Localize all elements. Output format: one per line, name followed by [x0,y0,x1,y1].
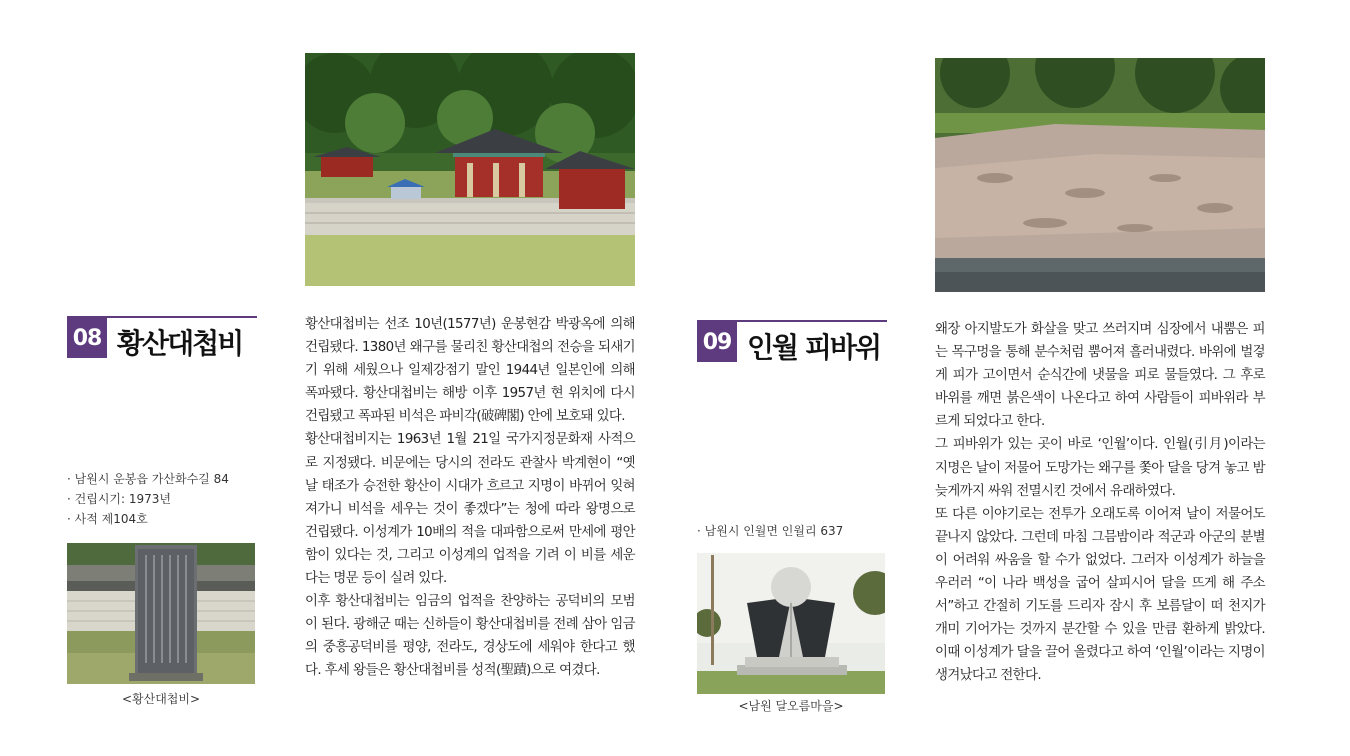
section-09-paragraph: 왜장 아지발도가 화살을 맞고 쓰러지며 심장에서 내뿜은 피는 목구멍을 통해 분수처럼 뿜어져 흘러내렸다. 바위에 벌겋게 피가 고이면서 순식간에 냇물을 피로 물들였다. 그 후로 바위를 깨면 붉은색이 나온다고 하여 사람들이 피바위라 부르게 되었다고 한다. [935,322,1265,430]
section-08-heritage-no: · 사적 제104호 [67,512,148,526]
section-09-paragraph: 그 피바위가 있는 곳이 바로 ‘인월’이다. 인월(引月)이라는 지명은 날이 저물어 도망가는 왜구를 쫓아 달을 당겨 놓고 밤늦게까지 싸워 전멸시킨 것에서 유래하였다. [935,437,1265,499]
section-08-caption: <황산대첩비> [121,692,201,706]
section-09-info [697,521,843,541]
section-08-body [305,313,635,683]
section-08-title: 황산대첩비 [117,327,243,360]
section-09-address: · 남원시 인월면 인월리 637 [697,524,844,538]
section-08-info [67,469,229,529]
section-08-address: · 남원시 운봉읍 가산화수길 84 [67,472,229,486]
section-09-header [697,320,887,364]
section-08-built-year: · 건립시기: 1973년 [67,492,171,506]
section-09-caption: <남원 달오름마을> [738,699,844,713]
section-09-body [935,318,1265,688]
blood-rock-photo [935,58,1265,292]
section-09-number: 09 [697,322,737,362]
section-08-paragraph: 이후 황산대첩비는 임금의 업적을 찬양하는 공덕비의 모범이 된다. 광해군 때는 신하들이 황산대첩비를 전례 삼아 임금의 중흥공덕비를 평양, 전라도, 경상도에 세워야 한다고 했다. 후세 왕들은 황산대첩비를 성적(聖蹟)으로 여겼다. [305,594,635,679]
section-09-title: 인월 피바위 [747,331,880,364]
section-08-number: 08 [67,318,107,358]
section-09-paragraph: 또 다른 이야기로는 전투가 오래도록 이어져 날이 저물어도 끝나지 않았다. 그런데 마침 그믐밤이라 적군과 아군의 분별이 어려워 싸움을 할 수가 없었다. 그러자 이성계가 하늘을 우러러 “이 나라 백성을 굽어 살피시어 달을 뜨게 해 주소서”하고 간절히 기도를 드리자 잠시 후 보름달이 떠 천지가 개미 기어가는 것까지 분간할 수 있을 만큼 환하게 밝았다. 이때 이성계가 달을 끌어 올렸다고 하여 ‘인월’이라는 지명이 생겨났다고 전한다. [935,506,1265,684]
section-08-paragraph: 황산대첩비지는 1963년 1월 21일 국가지정문화재 사적으로 지정됐다. 비문에는 당시의 전라도 관찰사 박계현이 “옛날 태조가 승전한 황산이 시대가 흐르고 지명이 바뀌어 잊혀져가니 비석을 세우는 것이 좋겠다”는 청에 따라 왕명으로 건립됐다. 이성계가 10배의 적을 대파함으로써 만세에 평안함이 있다는 것, 그리고 이성계의 업적을 기려 이 비를 세운다는 명문 등이 실려 있다. [305,432,635,587]
section-08-header [67,316,257,360]
moon-statue-photo [697,553,885,694]
stele-photo [67,543,255,684]
pavilion-photo [305,53,635,286]
section-08-paragraph: 황산대첩비는 선조 10년(1577년) 운봉현감 박광옥에 의해 건립됐다. 1380년 왜구를 물리친 황산대첩의 전승을 되새기기 위해 세웠으나 일제강점기 말인 1944년 일본인에 의해 폭파됐다. 황산대첩비는 해방 이후 1957년 현 위치에 다시 건립됐고 폭파된 비석은 파비각(破碑閣) 안에 보호돼 있다. [305,317,635,425]
